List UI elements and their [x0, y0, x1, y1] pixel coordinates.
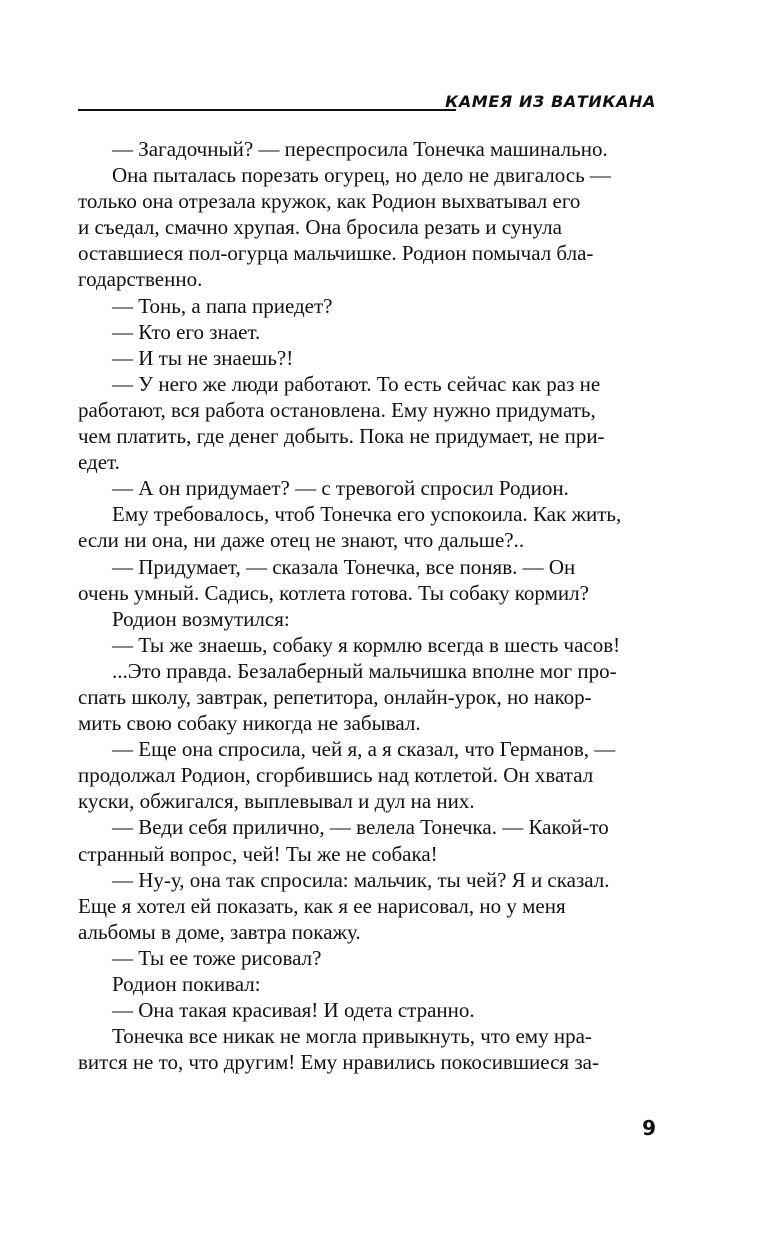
paragraph: — И ты не знаешь?! — [112, 345, 294, 370]
paragraph: ...Это правда. Безалаберный мальчишка вполне мог про- спать школу, завтрак, репетитора, онлайн-урок, но накор- мить свою собаку никогда не забывал. — [78, 658, 617, 736]
page-number: 9 — [642, 1116, 656, 1140]
paragraph: Родион покивал: — [112, 972, 261, 996]
paragraph: Она пыталась порезать огурец, но дело не двигалось — только она отрезала кружок, как Родион выхватывал его и съедал, смачно хрупая. Она бросила резать и сунула оставшиеся пол-огурца мальчишке. Родион помычал бла- годарственно. — [78, 163, 611, 292]
paragraph: — Ты ее тоже рисовал? — [112, 945, 322, 970]
header-rule — [78, 109, 456, 111]
running-title: КАМЕЯ ИЗ ВАТИКАНА — [445, 92, 656, 111]
paragraph: — Веди себя прилично, — велела Тонечка. — Какой-то странный вопрос, чей! Ты же не собака! — [78, 815, 609, 866]
paragraph: — У него же люди работают. То есть сейчас как раз не работают, вся работа остановлена. Ему нужно придумать, чем платить, где денег добыть. Пока не придумает, не при- едет. — [78, 371, 605, 475]
body-text — [78, 136, 656, 1075]
paragraph: — Она такая красивая! И одета странно. — [112, 998, 475, 1023]
paragraph: — Придумает, — сказала Тонечка, все поняв. — Он очень умный. Садись, котлета готова. Ты собаку кормил? — [78, 554, 589, 605]
paragraph: Тонечка все никак не могла привыкнуть, что ему нра- вится не то, что другим! Ему нравились покосившиеся за- — [78, 1024, 599, 1075]
paragraph: — Еще она спросила, чей я, а я сказал, что Германов, — продолжал Родион, сгорбившись над котлетой. Он хватал куски, обжигался, выплевывал и дул на них. — [78, 737, 616, 814]
paragraph: Родион возмутился: — [112, 606, 290, 631]
paragraph: — Ты же знаешь, собаку я кормлю всегда в шесть часов! — [112, 632, 621, 657]
paragraph: — Ну-у, она так спросила: мальчик, ты чей? Я и сказал. Еще я хотел ей показать, как я ее нарисовал, но у меня альбомы в доме, завтра покажу. — [78, 867, 610, 944]
paragraph: — Кто его знает. — [112, 319, 261, 344]
paragraph: — Тонь, а папа приедет? — [112, 293, 333, 318]
paragraph: — Загадочный? — переспросила Тонечка машинально. — [112, 137, 608, 161]
running-header — [78, 90, 656, 116]
paragraph: Ему требовалось, чтоб Тонечка его успокоила. Как жить, если ни она, ни даже отец не знают, что дальше?.. — [78, 502, 622, 553]
paragraph: — А он придумает? — с тревогой спросил Родион. — [112, 476, 569, 501]
